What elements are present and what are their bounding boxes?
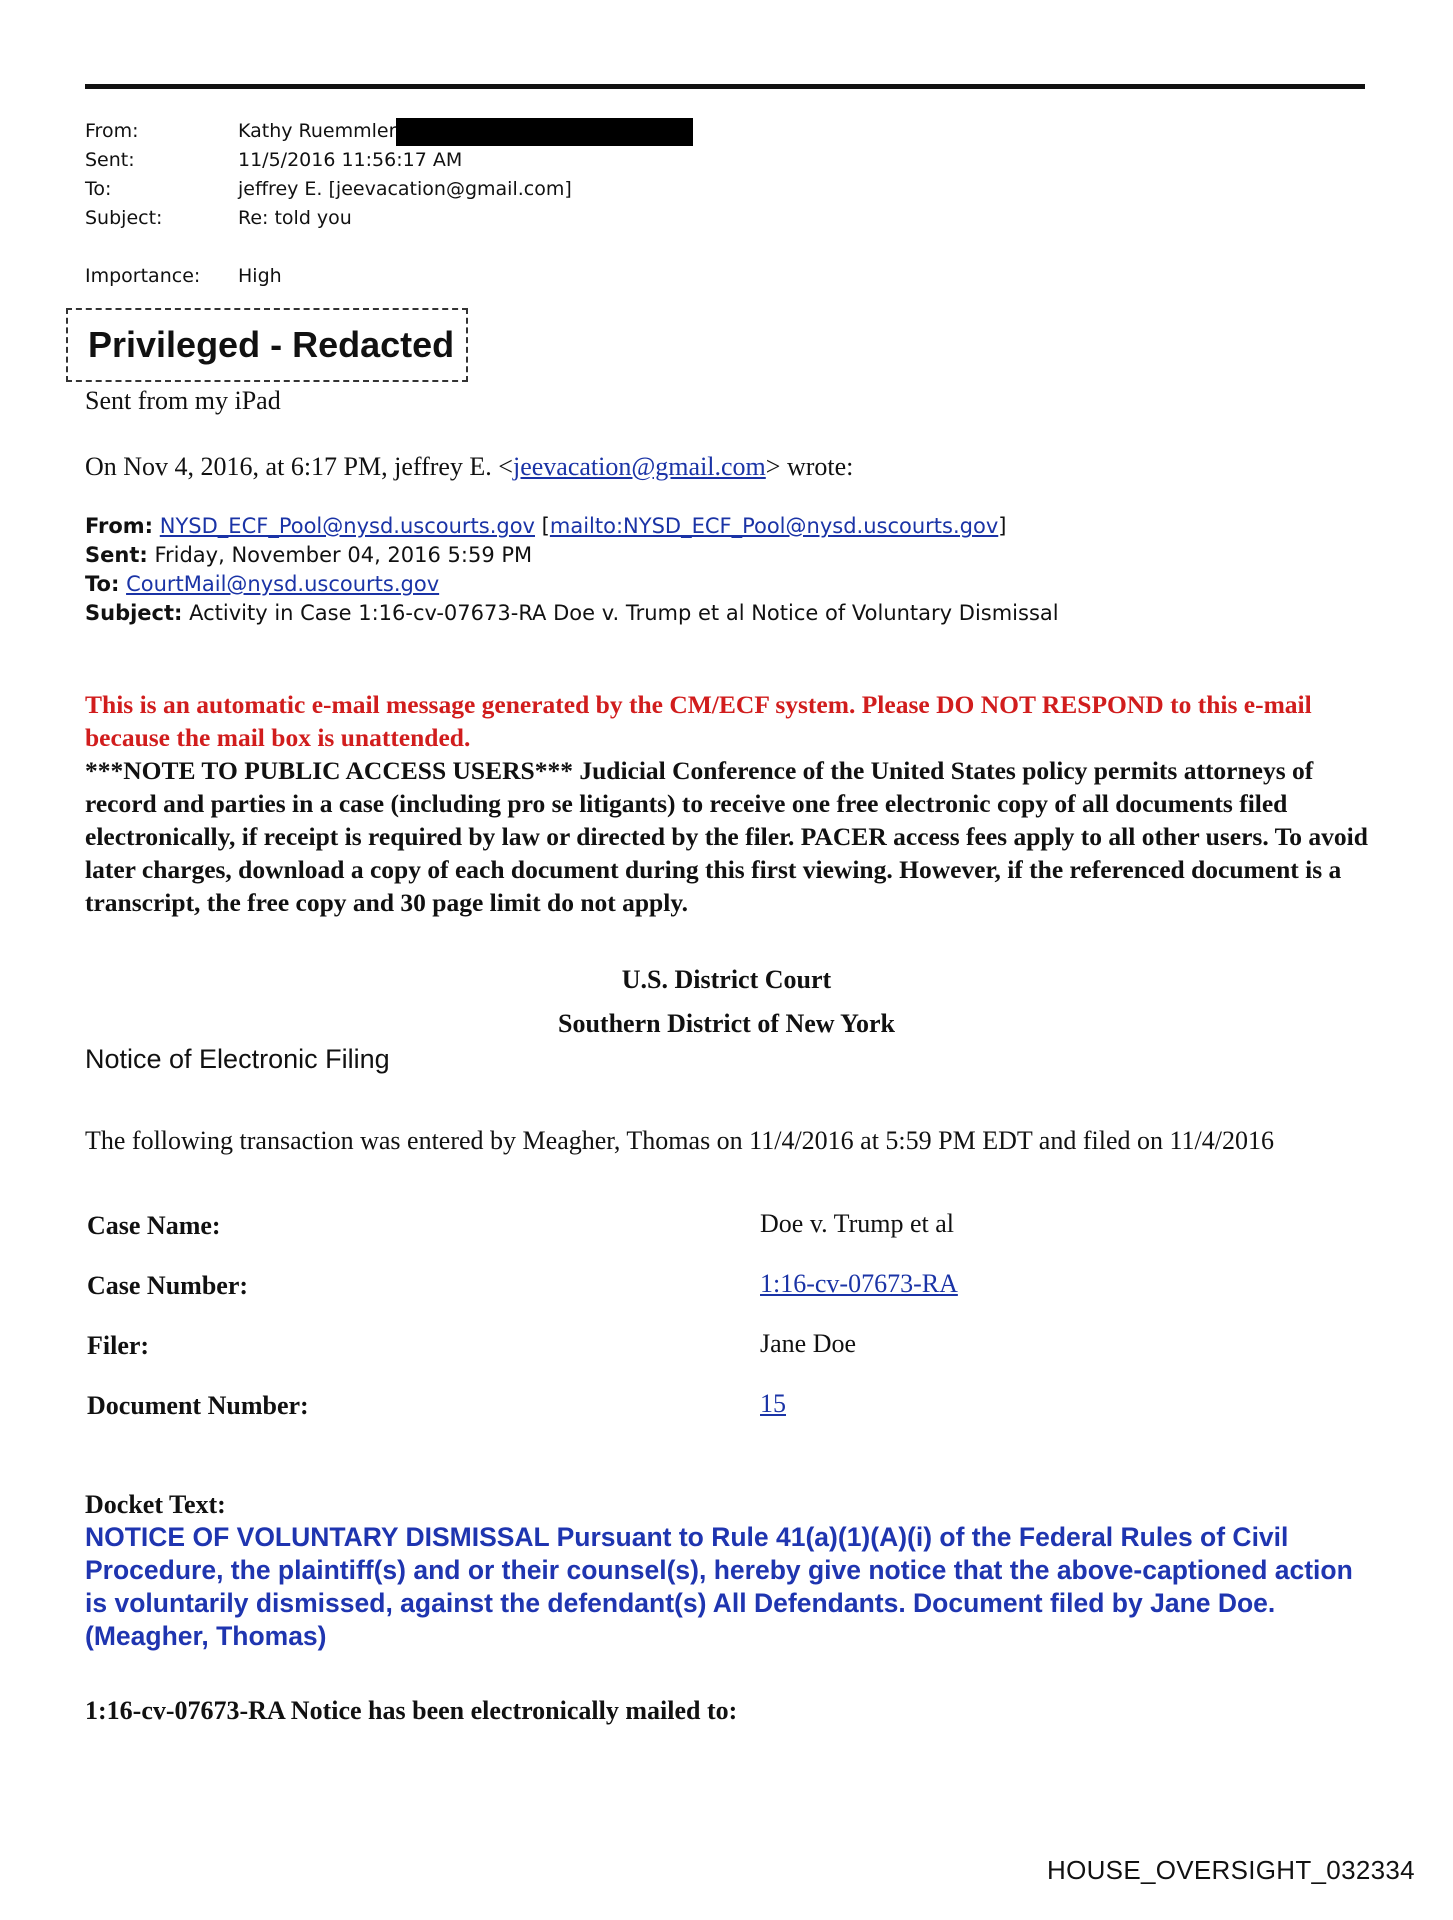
sent-from-line: Sent from my iPad — [85, 386, 281, 415]
fw-sent-line — [85, 541, 1375, 570]
fw-from-open: [ — [535, 514, 550, 538]
importance-value: High — [238, 265, 282, 287]
from-label: From: — [85, 120, 139, 142]
redaction-bar — [396, 118, 693, 146]
fw-to-email-link[interactable]: CourtMail@nysd.uscourts.gov — [126, 572, 440, 596]
to-value: jeffrey E. [jeevacation@gmail.com] — [238, 178, 572, 200]
docket-text: NOTICE OF VOLUNTARY DISMISSAL Pursuant to Rule 41(a)(1)(A)(i) of the Federal Rules of Civil Procedure, the plaintiff(s) and or their counsel(s), hereby give notice that the above-captioned action is voluntarily dismissed, against the defendant(s) All Defendants. Document filed by Jane Doe. (Meagher, Thomas) — [85, 1522, 1353, 1651]
sent-label: Sent: — [85, 149, 135, 171]
privileged-stamp-text: Privileged - Redacted — [88, 324, 455, 365]
case-name-value: Doe v. Trump et al — [760, 1209, 955, 1238]
privileged-redacted-stamp — [66, 308, 468, 382]
court-district: Southern District of New York — [558, 1009, 895, 1038]
to-label: To: — [85, 178, 112, 200]
fw-sent-value: Friday, November 04, 2016 5:59 PM — [147, 543, 533, 567]
fw-subject-label: Subject: — [85, 601, 183, 625]
fw-from-email-link[interactable]: NYSD_ECF_Pool@nysd.uscourts.gov — [159, 514, 535, 538]
bates-number: HOUSE_OVERSIGHT_032334 — [1047, 1855, 1415, 1885]
public-access-note: ***NOTE TO PUBLIC ACCESS USERS*** Judicial Conference of the United States policy permits attorneys of record and parties in a case (including pro se litigants) to receive one free electronic copy of all documents filed electronically, if receipt is required by law or directed by the filer. PACER access fees apply to all other users. To avoid later charges, download a copy of each document during this first viewing. However, if the referenced document is a transcript, the free copy and 30 page limit do not apply. — [85, 756, 1368, 917]
mailed-to-line: 1:16-cv-07673-RA Notice has been electronically mailed to: — [85, 1696, 738, 1725]
from-value — [238, 117, 693, 146]
from-name: Kathy Ruemmler — [238, 120, 397, 142]
quoted-intro-before: On Nov 4, 2016, at 6:17 PM, jeffrey E. < — [85, 452, 513, 481]
fw-from-line — [85, 512, 1375, 541]
header-rule — [85, 84, 1365, 89]
fw-subject-line — [85, 599, 1375, 628]
filer-label: Filer: — [87, 1331, 150, 1360]
fw-from-close: ] — [998, 514, 1007, 538]
document-number-label: Document Number: — [87, 1391, 309, 1420]
sent-value: 11/5/2016 11:56:17 AM — [238, 149, 463, 171]
filer-value: Jane Doe — [760, 1329, 857, 1358]
fw-to-line — [85, 570, 1375, 599]
nef-title: Notice of Electronic Filing — [85, 1044, 390, 1074]
importance-label: Importance: — [85, 265, 201, 287]
forwarded-header — [85, 512, 1375, 628]
auto-notice-warning: This is an automatic e-mail message generated by the CM/ECF system. Please DO NOT RESPOND to this e-mail because the mail box is unattended. — [85, 690, 1312, 752]
case-number-link[interactable]: 1:16-cv-07673-RA — [760, 1269, 958, 1298]
quoted-email-link[interactable]: jeevacation@gmail.com — [512, 452, 766, 481]
document-number-link[interactable]: 15 — [760, 1389, 786, 1418]
case-name-label: Case Name: — [87, 1211, 221, 1240]
fw-from-mailto-link[interactable]: mailto:NYSD_ECF_Pool@nysd.uscourts.gov — [549, 514, 999, 538]
fw-from-label: From: — [85, 514, 154, 538]
fw-sent-label: Sent: — [85, 543, 148, 567]
quoted-intro — [85, 452, 853, 482]
docket-label: Docket Text: — [85, 1490, 226, 1519]
fw-to-label: To: — [85, 572, 120, 596]
subject-label: Subject: — [85, 207, 163, 229]
fw-subject-value: Activity in Case 1:16-cv-07673-RA Doe v. Trump et al Notice of Voluntary Dismissal — [182, 601, 1059, 625]
case-number-label: Case Number: — [87, 1271, 249, 1300]
court-name: U.S. District Court — [621, 965, 832, 994]
subject-value: Re: told you — [238, 207, 352, 229]
transaction-text: The following transaction was entered by Meagher, Thomas on 11/4/2016 at 5:59 PM EDT and filed on 11/4/2016 — [85, 1126, 1274, 1155]
quoted-intro-after: > wrote: — [765, 452, 854, 481]
